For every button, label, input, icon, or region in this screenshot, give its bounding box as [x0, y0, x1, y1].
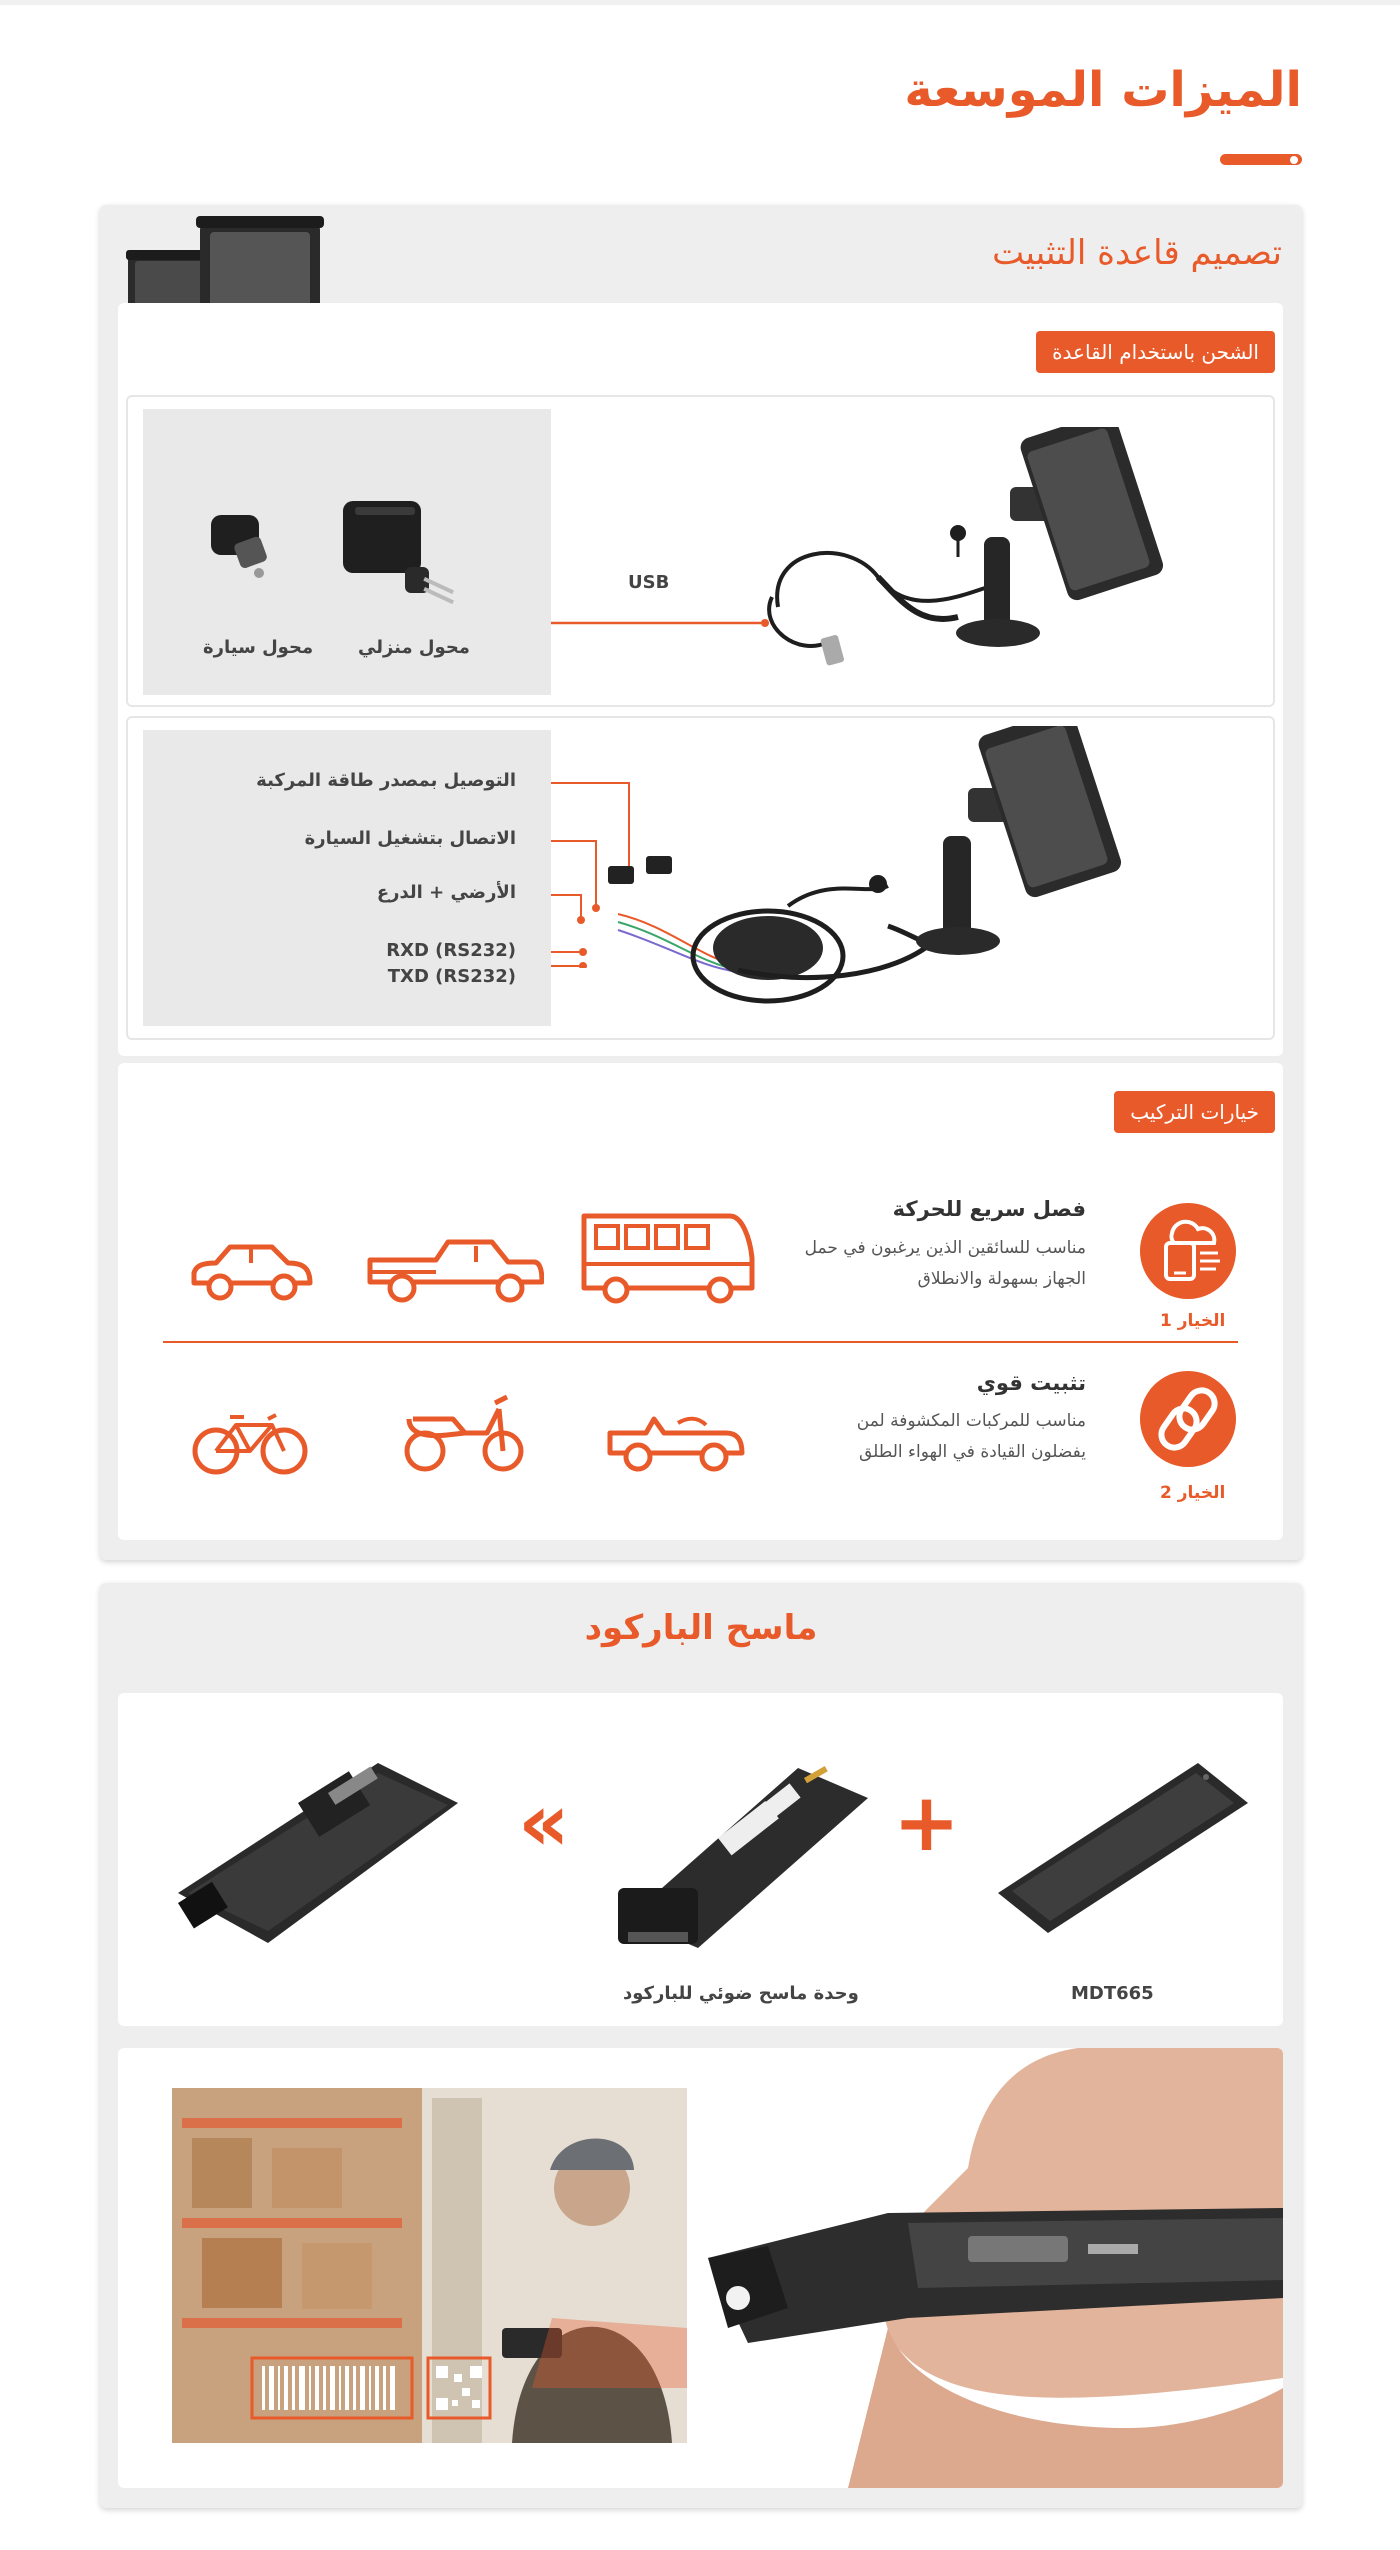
pickup-truck-icon: [366, 1238, 544, 1304]
wire-label-power: التوصيل بمصدر طاقة المركبة: [256, 770, 516, 791]
barcode-assembly-panel: [118, 1693, 1283, 2026]
title-underline-dot: [1290, 156, 1298, 164]
barcode-card: [100, 1583, 1302, 2508]
car-adapter-label: محول سيارة: [203, 637, 314, 658]
wire-label-ignition: الاتصال بتشغيل السيارة: [304, 828, 516, 849]
car-adapter-image: [203, 509, 293, 589]
mounting-card: [100, 205, 1302, 1560]
option1-desc-line2: الجهاز بسهولة والانطلاق: [917, 1269, 1086, 1289]
option2-icon-circle: [1140, 1371, 1236, 1467]
option1-icon-circle: [1140, 1203, 1236, 1299]
wiring-cradle-image: [588, 726, 1188, 1026]
warehouse-worker-photo: [172, 2088, 687, 2443]
plus-icon: +: [893, 1776, 961, 1869]
phone-quick-release-icon: [1140, 1203, 1236, 1299]
scanner-module-label: وحدة ماسح ضوئي للباركود: [623, 1983, 859, 2004]
option1-label: الخيار 1: [1160, 1311, 1226, 1331]
chain-link-icon: [1140, 1371, 1236, 1467]
option2-desc-line1: مناسب للمركبات المكشوفة لمن: [856, 1411, 1086, 1431]
wire-label-txd: TXD (RS232): [387, 966, 516, 987]
charging-badge: الشحن باستخدام القاعدة: [1036, 331, 1275, 373]
wire-label-ground: الأرضي + الدرع: [376, 882, 516, 903]
mdt665-label: MDT665: [1071, 1983, 1154, 2004]
adapters-box: [143, 409, 551, 695]
option1-desc-line1: مناسب للسائقين الذين يرغبون في حمل: [804, 1238, 1086, 1258]
usb-label: USB: [628, 572, 670, 593]
barcode-usage-panel: [118, 2048, 1283, 2488]
option1-title: فصل سريع للحركة: [892, 1197, 1086, 1221]
car-icon: [190, 1243, 314, 1305]
assembled-device-image: [158, 1753, 478, 1953]
wire-label-rxd: RXD (RS232): [386, 940, 516, 961]
option1-desc: [786, 1233, 1086, 1295]
wiring-panel: [126, 716, 1275, 1040]
scanner-module-image: [608, 1748, 908, 1968]
mounting-options-panel: [118, 1063, 1283, 1540]
mdt665-device-image: [978, 1743, 1248, 1943]
convertible-car-icon: [606, 1403, 746, 1475]
bicycle-icon: [192, 1411, 308, 1477]
motorcycle-icon: [403, 1389, 527, 1475]
mounting-title: تصميم قاعدة التثبيت: [992, 233, 1282, 273]
barcode-title: ماسح الباركود: [584, 1608, 818, 1648]
hand-holding-scanner-photo: [708, 2048, 1283, 2488]
option2-desc: [786, 1406, 1086, 1468]
home-adapter-label: محول منزلي: [358, 637, 470, 658]
usb-charging-panel: [126, 395, 1275, 707]
option2-label: الخيار 2: [1160, 1483, 1226, 1503]
option2-desc-line2: يفضلون القيادة في الهواء الطلق: [858, 1442, 1086, 1462]
home-adapter-image: [333, 489, 473, 609]
page-title: الميزات الموسعة: [904, 62, 1302, 118]
mounting-options-badge: خيارات التركيب: [1114, 1091, 1275, 1133]
options-divider: [163, 1341, 1238, 1343]
charging-panel: [118, 303, 1283, 1056]
top-divider: [0, 0, 1400, 5]
option2-title: تثبيت قوي: [976, 1371, 1086, 1395]
usb-cradle-image: [758, 427, 1178, 697]
combine-arrows-icon: «: [518, 1776, 570, 1869]
usb-cable-line: [551, 617, 771, 629]
wiring-labels-box: [143, 730, 551, 1026]
bus-icon: [580, 1208, 756, 1304]
